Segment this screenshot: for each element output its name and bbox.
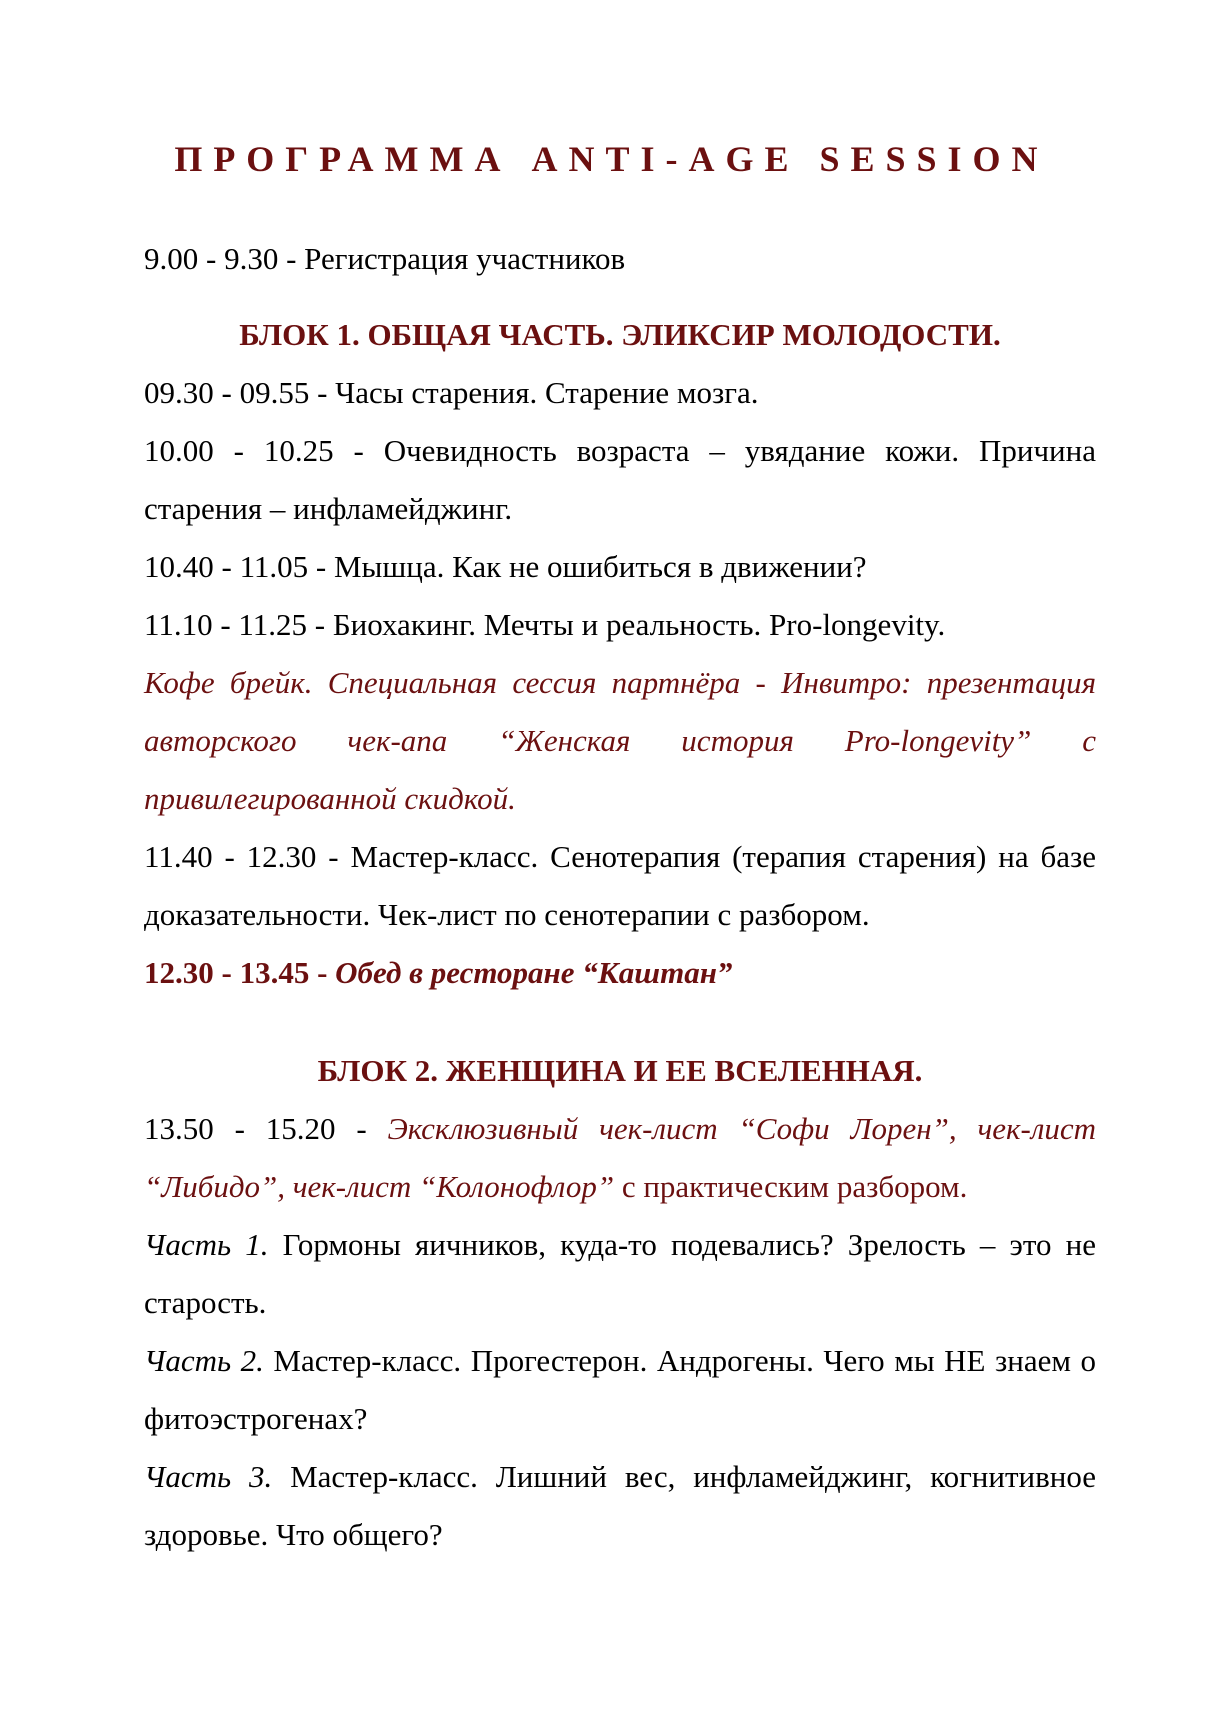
part-1-label: Часть 1. [144, 1227, 269, 1262]
program-title: ПРОГРАММА ANTI-AGE SESSION [174, 139, 1049, 179]
registration-line: 9.00 - 9.30 - Регистрация участников [144, 241, 626, 276]
block1-item-4: 11.10 - 11.25 - Биохакинг. Мечты и реальность. Pro-longevity. [144, 607, 946, 642]
block1-heading: БЛОК 1. ОБЩАЯ ЧАСТЬ. ЭЛИКСИР МОЛОДОСТИ. [239, 317, 1001, 352]
program-content [144, 230, 1096, 1564]
block1-item-2: 10.00 - 10.25 - Очевидность возраста – увядание кожи. Причина старения – инфламейджинг. [144, 433, 1096, 526]
block1-item-1: 09.30 - 09.55 - Часы старения. Старение мозга. [144, 375, 759, 410]
part-1-text: Гормоны яичников, куда-то подевались? Зрелость – это не старость. [144, 1227, 1096, 1320]
lunch-time: 12.30 - 13.45 - [144, 955, 336, 990]
spacer [144, 288, 1096, 306]
part-2-label: Часть 2. [144, 1343, 264, 1378]
part-2-text: Мастер-класс. Прогестерон. Андрогены. Чего мы НЕ знаем о фитоэстрогенах? [144, 1343, 1096, 1436]
block2-part-3 [144, 1448, 1096, 1564]
part-3-text: Мастер-класс. Лишний вес, инфламейджинг, когнитивное здоровье. Что общего? [144, 1459, 1096, 1552]
block2-part-1 [144, 1216, 1096, 1332]
block2-heading: БЛОК 2. ЖЕНЩИНА И ЕЕ ВСЕЛЕННАЯ. [317, 1053, 923, 1088]
block2-part-2 [144, 1332, 1096, 1448]
block2-item-1-time: 13.50 - 15.20 - [144, 1111, 388, 1146]
lunch-line [144, 944, 1096, 1002]
block1-item-5: 11.40 - 12.30 - Мастер-класс. Сенотерапия (терапия старения) на базе доказательности. Чек-лист по сенотерапии с разбором. [144, 839, 1096, 932]
coffee-break: Кофе брейк. Специальная сессия партнёра - Инвитро: презентация авторского чек-апа “Женская история Pro-longevity” с привилегированной скидкой. [144, 665, 1096, 816]
spacer [144, 1002, 1096, 1042]
block2-item-1-rest: с практическим разбором. [614, 1169, 968, 1204]
part-3-label: Часть 3. [144, 1459, 273, 1494]
block2-item-1 [144, 1100, 1096, 1216]
block2-item-1-checklists: Эксклюзивный чек-лист “Софи Лорен”, чек-лист “Либидо”, чек-лист “Колонофлор” [144, 1111, 1096, 1204]
lunch-text: Обед в ресторане “Каштан” [335, 955, 733, 990]
block1-item-3: 10.40 - 11.05 - Мышца. Как не ошибиться в движении? [144, 549, 867, 584]
